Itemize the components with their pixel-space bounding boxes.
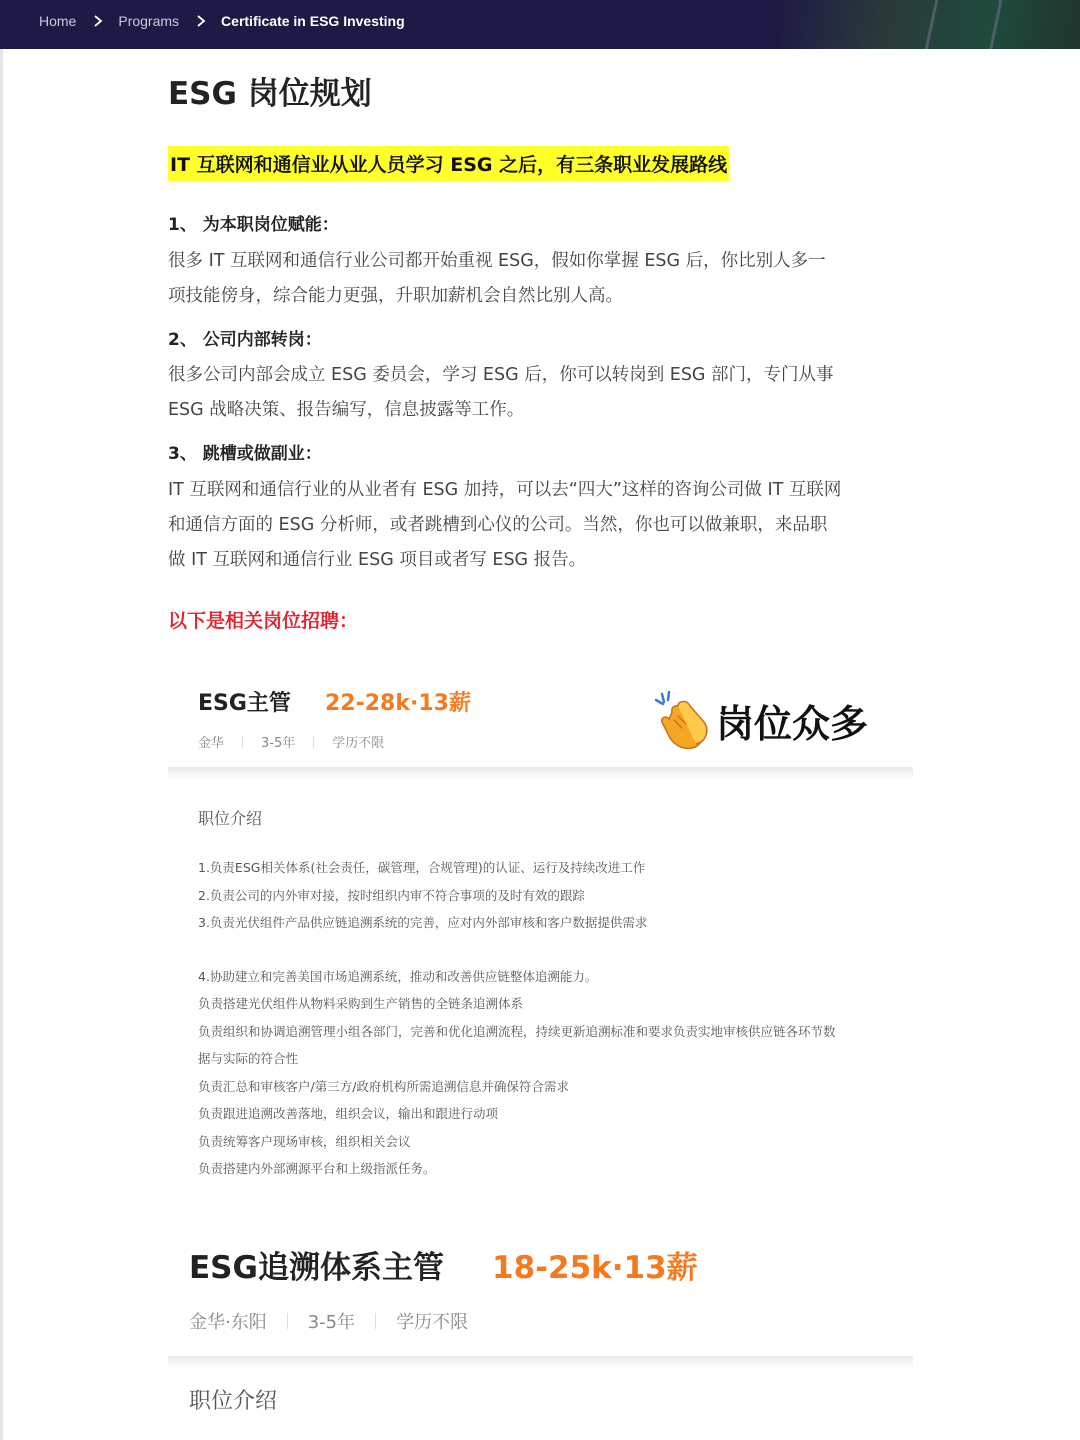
duty-item: 负责搭建光伏组件从物料采购到生产销售的全链条追溯体系 [198,996,524,1011]
section-paragraph [168,244,918,314]
meta-divider [287,1313,288,1329]
duty-item: 1.负责ESG相关体系(社会责任，碳管理，合规管理)的认证、运行及持续改进工作 [198,860,646,875]
meta-divider [375,1313,376,1329]
job-location: 金华·东阳 [189,1312,267,1333]
duty-item: 4.协助建立和完善美国市场追溯系统，推动和改善供应链整体追溯能力。 [198,968,598,984]
breadcrumb-home[interactable]: Home [39,13,77,29]
paragraph-line: 项技能傍身，综合能力更强，升职加薪机会自然比别人高。 [168,286,623,306]
section-heading: 3、 跳槽或做副业： [168,444,322,464]
meta-divider [313,736,314,748]
badge-text: 岗位众多 [716,701,869,746]
breadcrumb-programs[interactable]: Programs [118,13,180,29]
chevron-right-icon [91,14,105,28]
page-title: ESG 岗位规划 [168,76,372,112]
section-paragraph [168,473,918,578]
job-listings-heading: 以下是相关岗位招聘： [168,610,359,632]
duty-item: 负责汇总和审核客户/第三方/政府机构所需追溯信息并确保符合需求 [198,1078,569,1094]
job-experience: 3-5年 [307,1312,356,1333]
job-location: 金华 [198,736,225,751]
many-positions-badge [652,690,868,750]
paragraph-line: IT 互联网和通信行业的从业者有 ESG 加持，可以去“四大”这样的咨询公司做 IT 互联网 [168,480,842,500]
duty-item: 负责组织和协调追溯管理小组各部门，完善和优化追溯流程，持续更新追溯标准和要求负责实地审核供应链各环节数 [198,1023,836,1039]
card-divider [168,1356,913,1368]
paragraph-line: 很多公司内部会成立 ESG 委员会，学习 ESG 后，你可以转岗到 ESG 部门，专门从事 [168,365,834,385]
duty-item: 负责统筹客户现场审核，组织相关会议 [198,1133,411,1149]
section-heading: 1、 为本职岗位赋能： [168,215,339,235]
breadcrumb-current[interactable]: Certificate in ESG Investing [221,13,405,29]
breadcrumb [39,13,405,29]
job-experience: 3-5年 [261,736,296,751]
clapping-hands-icon [652,690,712,750]
job-education: 学历不限 [332,736,385,751]
job-meta [198,732,384,751]
job-education: 学历不限 [396,1312,469,1333]
highlighted-summary: IT 互联网和通信业从业人员学习 ESG 之后，有三条职业发展路线 [168,146,729,181]
section-heading: 2、 公司内部转岗： [168,330,322,350]
job-meta [189,1308,468,1334]
paragraph-line: 做 IT 互联网和通信行业 ESG 项目或者写 ESG 报告。 [168,550,587,570]
job-intro-label: 职位介绍 [189,1389,278,1414]
job-intro-label: 职位介绍 [198,809,263,828]
paragraph-line: 很多 IT 互联网和通信行业公司都开始重视 ESG，假如你掌握 ESG 后，你比别人多一 [168,251,826,271]
section-paragraph [168,358,918,428]
paragraph-line: ESG 战略决策、报告编写，信息披露等工作。 [168,400,525,420]
job-salary: 22-28k·13薪 [325,691,471,716]
card-divider [168,767,913,779]
duty-item: 3.负责光伏组件产品供应链追溯系统的完善，应对内外部审核和客户数据提供需求 [198,915,648,930]
duty-item: 据与实际的符合性 [198,1051,299,1066]
page-edge [0,49,3,1440]
job-title[interactable]: ESG主管 [198,691,291,716]
job-title[interactable]: ESG追溯体系主管 [189,1250,444,1286]
header-decoration [780,0,1080,49]
paragraph-line: 和通信方面的 ESG 分析师，或者跳槽到心仪的公司。当然，你也可以做兼职，来品职 [168,515,828,535]
duty-item: 2.负责公司的内外审对接，按时组织内审不符合事项的及时有效的跟踪 [198,887,585,903]
duty-item: 负责跟进追溯改善落地，组织会议，输出和跟进行动项 [198,1106,499,1121]
meta-divider [242,736,243,748]
job-salary: 18-25k·13薪 [492,1250,698,1286]
chevron-right-icon [194,14,208,28]
duty-item: 负责搭建内外部溯源平台和上级指派任务。 [198,1161,436,1176]
top-nav-bar [0,0,1080,49]
job-duties-list [198,854,918,1183]
